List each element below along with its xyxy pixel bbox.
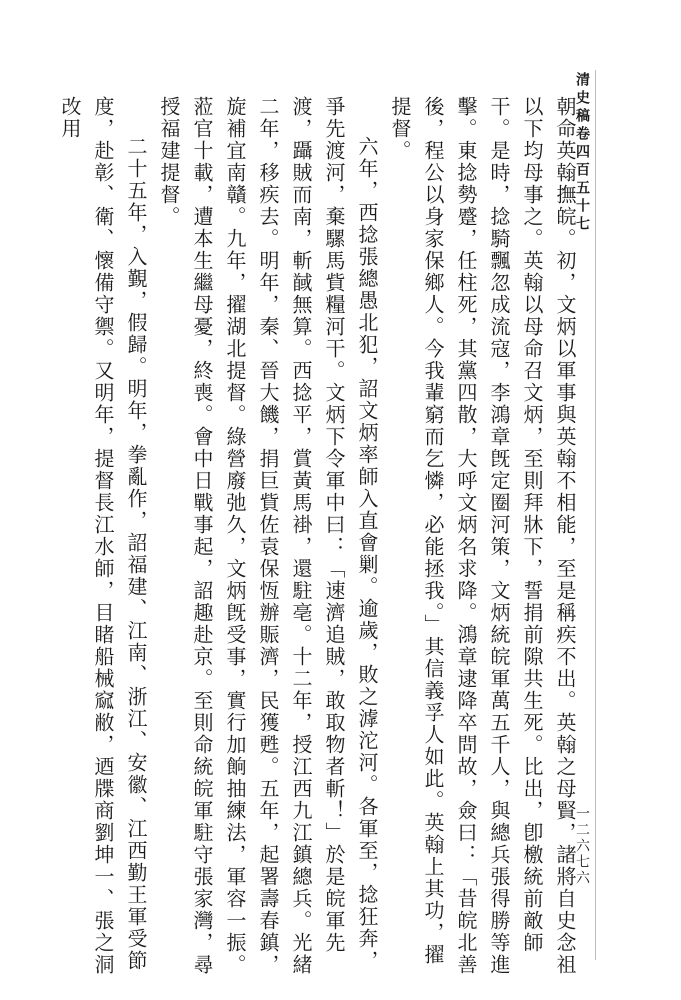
running-header-title: 清史稿卷四百五十七 xyxy=(574,72,590,234)
page-number: 一二六七六 xyxy=(574,806,590,886)
paragraph: 朝命英翰撫皖。初，文炳以軍事與英翰不相能，至是稱疾不出。英翰之母賢，諸將自史念祖以下均母事之。英翰以母命召文炳，至則拜牀下，誓捐前隙共生死。比出，卽檄統前敵師干。是時，捻騎飄忽成流寇，李鴻章旣定圈河策，文炳統皖軍萬五千人，與總兵張得勝等進擊。東捻勢蹙，任柱死，其黨四散，大呼文炳名求降。鴻章逮降卒問故，僉曰：「昔皖北善後，程公以身家保鄉人。今我輩窮而乞憐，必能拯我。」其信義孚人如此。英翰上其功，擢提督。 xyxy=(388,96,577,976)
paragraph: 六年，西捻張總愚北犯，詔文炳率師入直會剿。逾歲，敗之滹沱河。各軍至，捻狂奔，爭先渡河，棄騾馬貲糧河干。文炳下令軍中曰：「速濟追賊，敢取物者斬！」於是皖軍先渡，躡賊而南，斬馘無算。西捻平，賞黃馬褂，還駐亳。十二年，授江西九江鎮總兵。光緒二年，移疾去。明年，秦、晉大饑，捐巨貲佐袁保恆辦賑濟，民獲甦。五年，起署壽春鎮，旋補宜南贛。九年，擢湖北提督。綠營廢弛久，文炳旣受事，實行加餉抽練法，軍容一振。蒞官十載，遭本生繼母憂，終喪。會中日戰事起，詔趣赴京。至則命統皖軍駐守張家灣，尋授福建提督。 xyxy=(157,96,379,976)
body-text xyxy=(41,96,581,976)
header-divider xyxy=(595,70,596,960)
paragraph: 二十五年，入覲，假歸。明年，拳亂作，詔福建、江南、浙江、安徽、江西勤王軍受節度，赴彰、衛、懷備守禦。又明年，提督長江水師，目睹船械窳敝，迺牒商劉坤一、張之洞改用 xyxy=(58,96,148,976)
